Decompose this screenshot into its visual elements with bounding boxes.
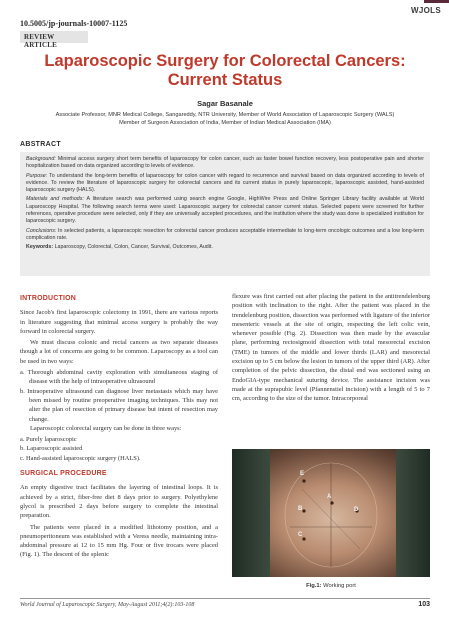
figure-caption — [232, 583, 430, 589]
doi: 10.5005/jp-journals-10007-1125 — [20, 19, 128, 28]
page-number: 103 — [418, 601, 430, 608]
body-paragraph: An empty digestive tract facilitates the layering of intestinal loops. It is achieved by a strict, fiber-free diet 8 days prior to surgery. Polyethylene glycol is prescribed 2 days before surgery to complete the intestinal preparation. — [20, 484, 218, 520]
port-label: B — [298, 506, 303, 512]
footer-divider — [20, 598, 430, 599]
port-label: D — [354, 507, 359, 513]
introduction-heading: INTRODUCTION — [20, 295, 77, 302]
affiliation-line-2: Member of Surgeon Association of India, Member of Indian Medical Association (IMA) — [119, 120, 331, 126]
author-affiliation — [20, 111, 430, 127]
body-paragraph: Since Jacob's first laparoscopic colectomy in 1991, there are various reports in literature suggesting that minimal access surgery is probably the way forward in colorectal surgery. — [20, 309, 218, 335]
body-paragraph: flexure was first carried out after placing the patient in the antitrendelenburg position with inclination to the right. After the patient was placed in the trendelenburg position, dissection was performed with ligature of the inferior mesenteric vessels at the site of origin, respecting the left colic vein, whenever possible (Fig. 2). Dissection was then made by the avascular plane, performing rectosigmoid dissection with total mesorectal excision (TME) in tumors of the middle and lower thirds (LAR) and mesorectal excision up to 5 cm below the lesion in tumors of the upper third (AR). After completion of the pelvic dissection, the distal end was sectioned using an EndoGIA-type mechanical suturing device. The assistance incision was made at the suprapubic level (Pfannenstiel incision) with a length of 5 to 7 cm, according to the size of the tumor. Intracorporeal — [232, 293, 430, 403]
abstract-text: In selected patients, a laparoscopic resection for colorectal cancer produces acceptable intermediate to long-term oncologic outcomes and a low long-term complication rate. — [26, 227, 424, 241]
abstract-background — [26, 156, 424, 171]
body-paragraph: The patients were placed in a modified lithotomy position, and a pneumoperitoneum was established with a Veress needle, maintaining intra-abdominal pressure at 12 to 15 mm Hg. Four or five trocars were placed (Fig. 1). The descent of the splenic — [20, 523, 218, 559]
body-paragraph: Laparoscopic colorectal surgery can be done in three ways: — [30, 424, 182, 432]
abstract-label: Materials and methods: — [26, 196, 84, 203]
article-type-badge: REVIEW ARTICLE — [20, 31, 88, 43]
abstract-box — [20, 152, 430, 276]
keywords-text: Laparoscopy, Colorectal, Colon, Cancer, Survival, Outcomes, Audit. — [54, 244, 213, 251]
figure-working-port-photo — [232, 449, 430, 577]
port-markings — [232, 449, 430, 577]
figure-caption-text: Working port — [323, 583, 356, 589]
list-item: a. Thorough abdominal cavity exploration with simultaneous staging of disease with the help of intraoperative ultrasound — [20, 369, 218, 386]
port-label: C — [298, 532, 303, 538]
surgical-procedure-heading: SURGICAL PROCEDURE — [20, 470, 107, 478]
affiliation-line-1: Associate Professor, MNR Medical College, Sangareddy, NTR University, Member of World Association of Laparoscopic Surgery (WALS) — [55, 112, 395, 118]
article-title: Laparoscopic Surgery for Colorectal Cancers: Current Status — [44, 52, 406, 89]
left-column — [20, 292, 218, 562]
abstract-conclusions — [26, 228, 424, 243]
abstract-purpose — [26, 173, 424, 195]
list-item: b. Intraoperative ultrasound can diagnose liver metastasis which may have been missed by routine preoperative imaging techniques. This may not alter the plan of resection of primary disease but intent of resection may change. — [20, 387, 218, 423]
abstract-keywords — [26, 244, 424, 251]
port-label: E — [300, 471, 305, 477]
abstract-text: To understand the long-term benefits of laparoscopy for colon cancer with regard to recurrence and survival based on data organized according to levels of evidence. To review the literature of laparoscopic surgery for colorectal cancers and its current status in purely laparoscopic, laparoscopic assisted, hand-assisted laparoscopic surgery (HALS). — [26, 172, 424, 194]
author-name: Sagar Basanale — [197, 99, 253, 108]
abstract-text: A literature search was performed using search engine Google, HighWire Press and Online Springer Library facility available at World Laparoscopy Hospital. The following search terms were used: Laparoscopic surgery for colorectal cancer current status. Selected papers were screened for further references, operative procedure were selected, only if they are universally accepted procedures, and the institution where the study was done is specialized institution for laparoscopic surgery. — [26, 196, 425, 225]
keywords-label: Keywords: — [26, 244, 54, 251]
list-item: b. Laparoscopic assisted — [20, 445, 83, 453]
abstract-label: Purpose: — [26, 172, 48, 179]
abstract-label: Conclusions: — [26, 227, 57, 234]
abstract-text: Minimal access surgery short term benefits of laparoscopy for colon cancer, such as faster bowel function recovery, less postoperative pain and shorter hospitalization based on data organized according to levels of evidence. — [26, 156, 424, 170]
list-item: c. Hand-assisted laparoscopic surgery (HALS). — [20, 454, 141, 462]
right-column — [232, 292, 430, 406]
figure-number: Fig.1: — [306, 583, 322, 589]
body-paragraph: We must discuss colonic and rectal cancers as two separate diseases though a lot of concerns are going to be common. Laparoscopy as a tool can be used in two ways: — [20, 339, 218, 365]
abstract-label: Background: — [26, 156, 56, 162]
list-item: a. Purely laparoscopic — [20, 436, 77, 444]
journal-color-tag — [424, 0, 449, 3]
port-label: A — [327, 494, 332, 500]
abstract-methods — [26, 196, 424, 225]
journal-abbreviation: WJOLS — [411, 6, 441, 15]
journal-citation: World Journal of Laparoscopic Surgery, May-August 2011;4(2):103-108 — [20, 602, 195, 608]
abstract-heading: ABSTRACT — [20, 141, 61, 148]
